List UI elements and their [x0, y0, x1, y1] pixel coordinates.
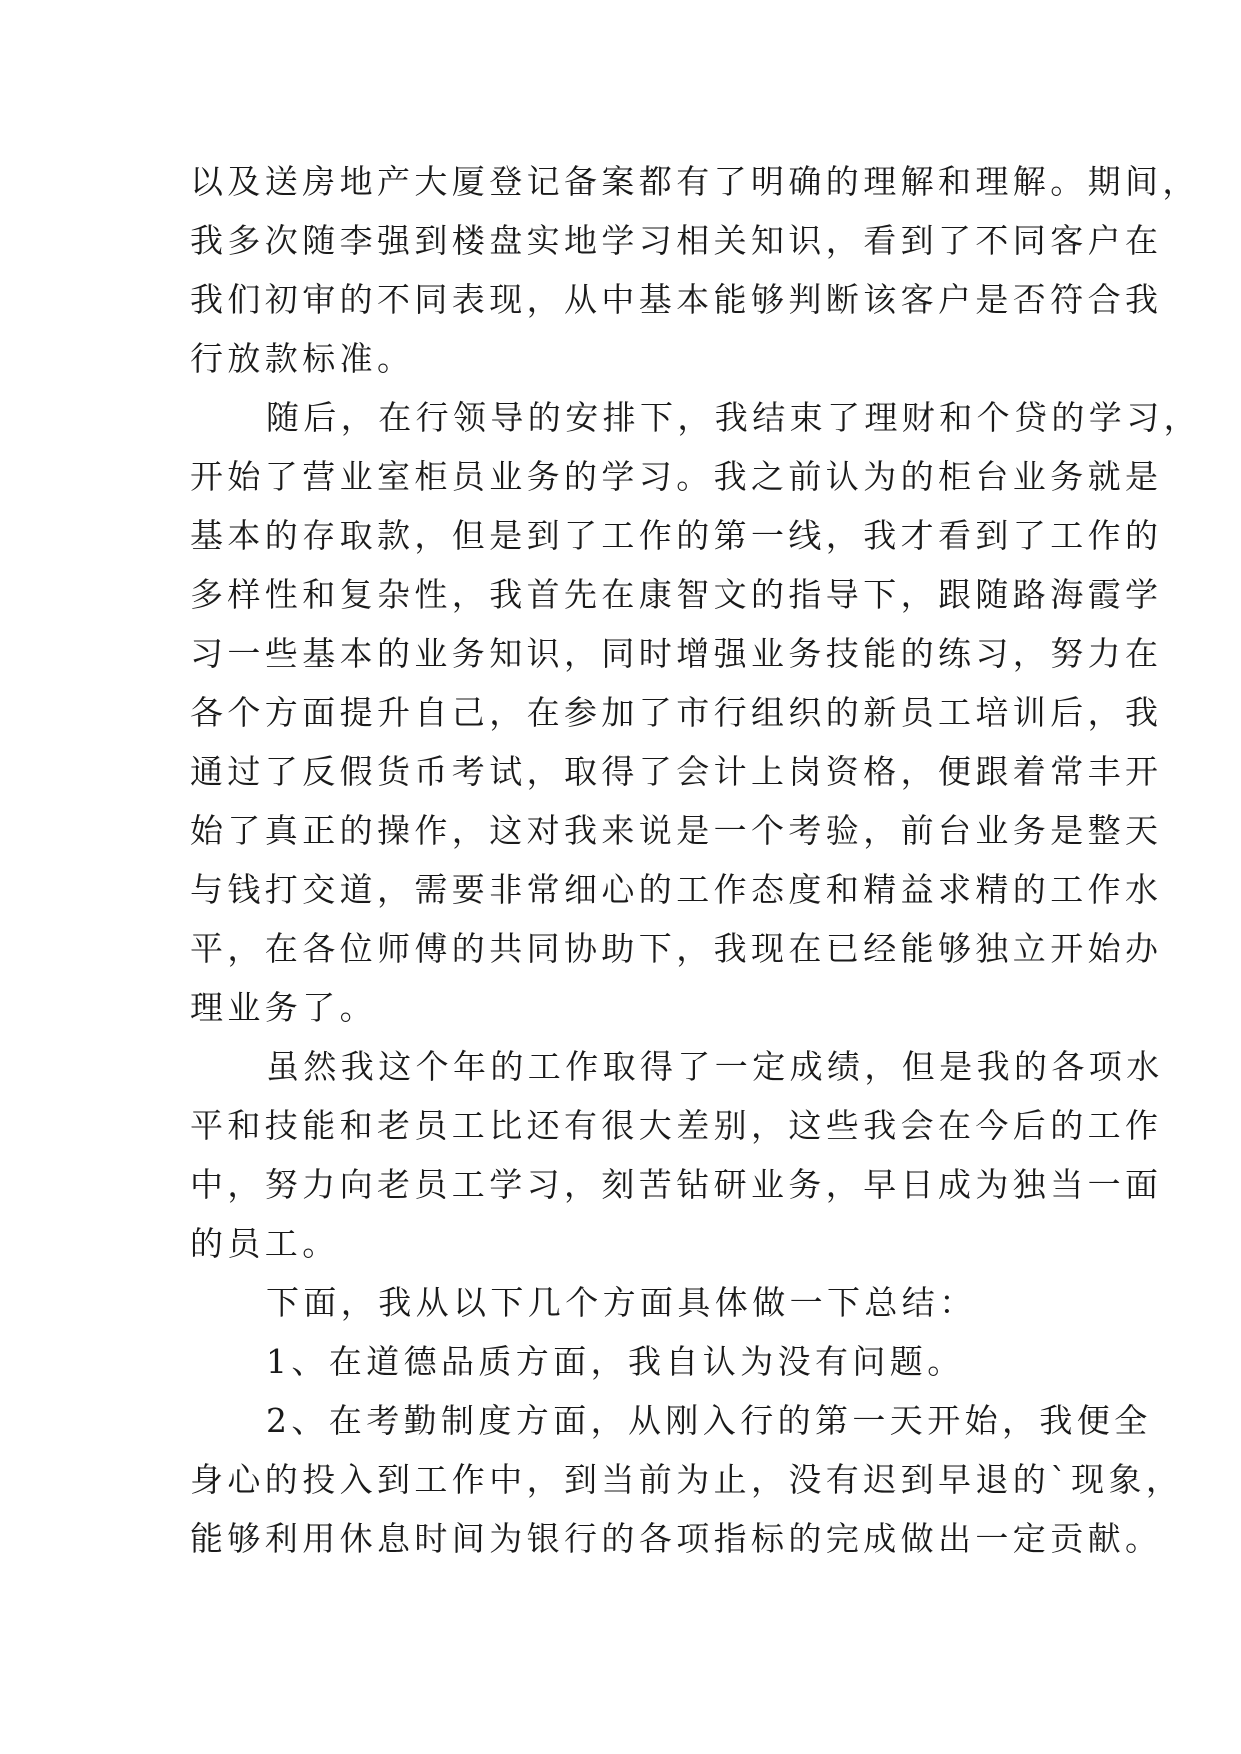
- document-body: [190, 152, 1201, 1568]
- text-line: 我们初审的不同表现，从中基本能够判断该客户是否符合我: [190, 280, 1163, 319]
- text-line: 能够利用休息时间为银行的各项指标的完成做出一定贡献。: [190, 1519, 1163, 1558]
- text-line: 中，努力向老员工学习，刻苦钻研业务，早日成为独当一面: [190, 1165, 1163, 1204]
- text-line: 行放款标准。: [190, 339, 415, 378]
- text-line: 我多次随李强到楼盘实地学习相关知识，看到了不同客户在: [190, 221, 1163, 260]
- text-line: 开始了营业室柜员业务的学习。我之前认为的柜台业务就是: [190, 457, 1163, 496]
- text-line: 平，在各位师傅的共同协助下，我现在已经能够独立开始办: [190, 929, 1163, 968]
- text-line: 基本的存取款，但是到了工作的第一线，我才看到了工作的: [190, 516, 1163, 555]
- text-line: 随后，在行领导的安排下，我结束了理财和个贷的学习，: [266, 398, 1201, 437]
- text-line: 下面，我从以下几个方面具体做一下总结：: [266, 1283, 977, 1322]
- text-line: 多样性和复杂性，我首先在康智文的指导下，跟随路海霞学: [190, 575, 1163, 614]
- text-line: 以及送房地产大厦登记备案都有了明确的理解和理解。期间，: [190, 162, 1200, 201]
- text-line: 1、在道德品质方面，我自认为没有问题。: [266, 1342, 965, 1381]
- text-line: 与钱打交道，需要非常细心的工作态度和精益求精的工作水: [190, 870, 1163, 909]
- text-line: 理业务了。: [190, 988, 377, 1027]
- text-line: 各个方面提升自己，在参加了市行组织的新员工培训后，我: [190, 693, 1163, 732]
- text-line: 2、在考勤制度方面，从刚入行的第一天开始，我便全: [266, 1401, 1152, 1440]
- text-line: 虽然我这个年的工作取得了一定成绩，但是我的各项水: [266, 1047, 1164, 1086]
- text-line: 习一些基本的业务知识，同时增强业务技能的练习，努力在: [190, 634, 1163, 673]
- text-line: 的员工。: [190, 1224, 340, 1263]
- text-line: 平和技能和老员工比还有很大差别，这些我会在今后的工作: [190, 1106, 1163, 1145]
- text-line: 始了真正的操作，这对我来说是一个考验，前台业务是整天: [190, 811, 1163, 850]
- text-line: 通过了反假货币考试，取得了会计上岗资格，便跟着常丰开: [190, 752, 1163, 791]
- text-line: 身心的投入到工作中，到当前为止，没有迟到早退的`现象，: [190, 1460, 1184, 1499]
